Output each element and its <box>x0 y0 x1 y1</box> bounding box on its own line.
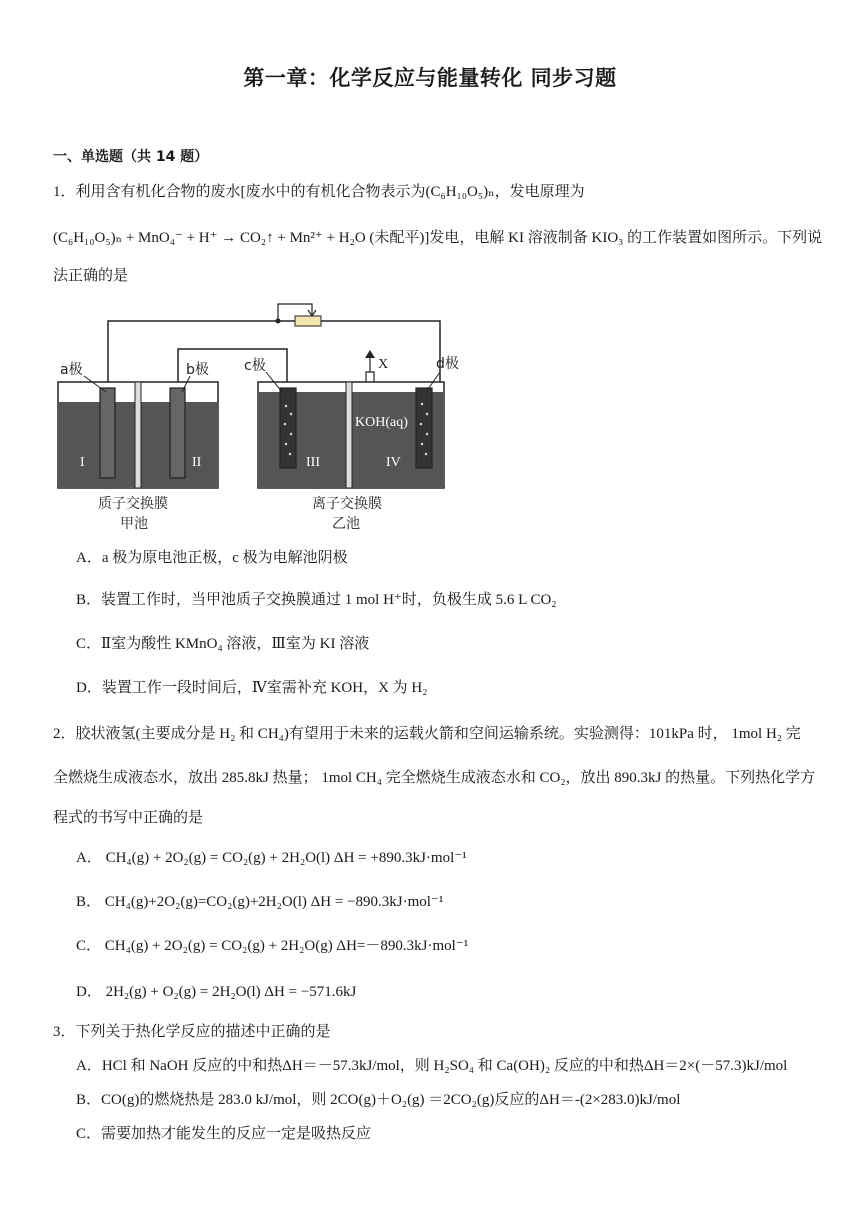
q1-stem-line3: 法正确的是 <box>53 268 129 284</box>
room-label-4: IV <box>386 455 401 470</box>
room-label-1: I <box>80 455 85 470</box>
page-title: 第一章：化学反应与能量转化 同步习题 <box>243 66 617 90</box>
membrane-label-1: 质子交换膜 <box>98 496 168 512</box>
electrode-d-label: d极 <box>436 356 459 372</box>
solution-label: KOH(aq) <box>355 415 408 430</box>
q1-option-a: A．a 极为原电池正极，c 极为电解池阴极 <box>76 550 348 566</box>
q1-option-b: B．装置工作时，当甲池质子交换膜通过 1 mol H⁺时，负极生成 5.6 L CO₂ <box>76 592 557 608</box>
q1-stem-line1: 1．利用含有机化合物的废水[废水中的有机化合物表示为(C₆H₁₀O₅)ₙ，发电原理为 <box>53 184 585 200</box>
q2-option-c: C． CH₄(g) + 2O₂(g) = CO₂(g) + 2H₂O(g) ΔH=－890.3kJ·mol⁻¹ <box>76 938 469 954</box>
q3-option-b: B．CO(g)的燃烧热是 283.0 kJ/mol，则 2CO(g)＋O₂(g) ＝2CO₂(g)反应的ΔH＝-(2×283.0)kJ/mol <box>76 1092 681 1108</box>
membrane-label-2: 离子交换膜 <box>312 496 382 512</box>
cell-label-2: 乙池 <box>332 516 360 532</box>
electrochemical-cell-diagram <box>50 296 480 536</box>
room-label-3: III <box>306 455 320 470</box>
q2-option-a: A． CH₄(g) + 2O₂(g) = CO₂(g) + 2H₂O(l) ΔH = +890.3kJ·mol⁻¹ <box>76 850 467 866</box>
q3-option-c: C．需要加热才能发生的反应一定是吸热反应 <box>76 1126 372 1142</box>
q2-option-d: D． 2H₂(g) + O₂(g) = 2H₂O(l) ΔH = −571.6kJ <box>76 984 357 1000</box>
cell-label-1: 甲池 <box>120 516 148 532</box>
gas-x-label: X <box>378 357 389 372</box>
room-label-2: II <box>192 455 202 470</box>
q2-stem-line1: 2．胶状液氢(主要成分是 H₂ 和 CH₄)有望用于未来的运载火箭和空间运输系统。实验测得：101kPa 时， 1mol H₂ 完 <box>53 726 801 742</box>
electrode-a-label: a极 <box>60 362 83 378</box>
q2-option-b: B． CH₄(g)+2O₂(g)=CO₂(g)+2H₂O(l) ΔH = −890.3kJ·mol⁻¹ <box>76 894 444 910</box>
section-heading: 一、单选题（共 14 题） <box>53 149 209 165</box>
q3-stem-line1: 3．下列关于热化学反应的描述中正确的是 <box>53 1024 331 1040</box>
q1-stem-line2: (C₆H₁₀O₅)ₙ + MnO₄⁻ + H⁺ → CO₂↑ + Mn²⁺ + H₂O (未配平)]发电，电解 KI 溶液制备 KIO₃ 的工作装置如图所示。下列说 <box>53 230 823 246</box>
q2-stem-line3: 程式的书写中正确的是 <box>53 810 204 826</box>
q1-option-d: D．装置工作一段时间后，Ⅳ室需补充 KOH，X 为 H₂ <box>76 680 428 696</box>
q2-stem-line2: 全燃烧生成液态水，放出 285.8kJ 热量； 1mol CH₄ 完全燃烧生成液态水和 CO₂，放出 890.3kJ 的热量。下列热化学方 <box>53 770 816 786</box>
electrode-c-label: c极 <box>244 358 266 374</box>
electrode-b-label: b极 <box>186 362 209 378</box>
q1-option-c: C．Ⅱ室为酸性 KMnO₄ 溶液，Ⅲ室为 KI 溶液 <box>76 636 370 652</box>
q3-option-a: A．HCl 和 NaOH 反应的中和热ΔH＝－57.3kJ/mol，则 H₂SO₄ 和 Ca(OH)₂ 反应的中和热ΔH＝2×(－57.3)kJ/mol <box>76 1058 788 1074</box>
